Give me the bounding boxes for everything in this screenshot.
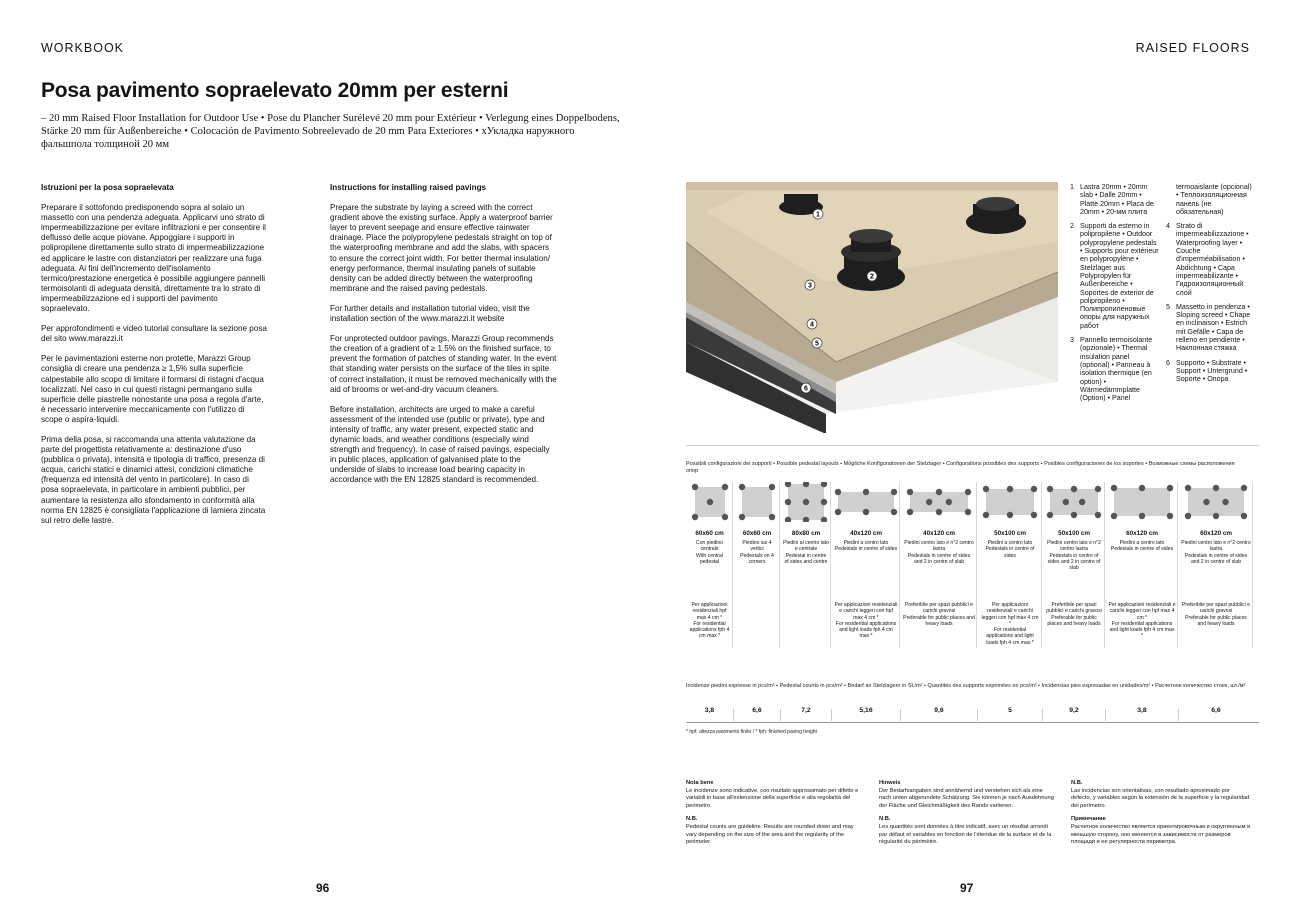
english-paragraph: For unprotected outdoor pavings, Marazzi Group recommends the creation of a gradient of ≥ 1.5% on the finished surface, to prevent the formation of patches of standing water. In the event that standing water persists on the surface of the tiles in spite of correct installation, it must be removed mechanically with the aid of brooms or wet-and-dry vacuum cleaners. (330, 334, 557, 394)
pedestal-config (978, 482, 1042, 648)
running-header-right: RAISED FLOORS (1135, 41, 1250, 55)
pedestal-count: 9,2 (1069, 707, 1079, 714)
note-text: Pedestal counts are guideline. Results are rounded down and may vary depending on the size of the area and the regularity of the perimeter. (686, 823, 854, 846)
legend-item: 2 Supporti da esterno in polipropilene • Outdoor polypropylene pedestals • Supports pour extérieur en polypropylène • Stelzlager aus Polypropylen für Außenbereiche • Soportes de exterior de polipropileno • Полипропиленовые опоры для наружных работ (1070, 222, 1159, 330)
config-description: Piedino sui 4 vertici Pedestals on 4 corners (740, 540, 774, 565)
pedestal-configurations (686, 482, 1259, 652)
count-separator (900, 709, 901, 721)
pedestal-config (1106, 482, 1178, 648)
count-separator (831, 709, 832, 721)
legend-left (1070, 183, 1160, 408)
pedestal-count: 5 (1008, 707, 1012, 714)
config-note: Per applicazioni residenziali e carichi leggeri con hpf max 4 cm * For residential applications and light loads fph 4 cm max * (981, 602, 1039, 646)
legend-item: termoaislante (opcional) • Теплоизоляционная панель (не обязательная) (1176, 183, 1252, 216)
italian-instructions (41, 183, 267, 536)
note-de-fr (879, 780, 1055, 847)
note-es-ru (1071, 780, 1251, 847)
config-size: 60x60 cm (742, 530, 772, 537)
page-title: Posa pavimento sopraelevato 20mm per esterni (41, 79, 509, 102)
note-text: Les quantités sont données à titre indicatif, avec un résultat arrondi par défaut et variables en fonction de l'étendue de la surface et de la régularité du périmètre. (879, 823, 1052, 846)
count-separator (780, 709, 781, 721)
english-paragraph: Before installation, architects are urged to make a careful assessment of the intended use (public or private), type and intensity of traffic, any water present, expected static and dynamic loads, and weather conditions (especially wind strength and frequency). In case of raised pavings, especially in public places, application of galvanised plate to the underside of slabs to increase load bearing capacity in accordance with the EN 12825 standard is recommended. (330, 404, 550, 485)
pedestal-counts-row (686, 707, 1259, 725)
note-title: Hinweis (879, 780, 901, 786)
config-note: Preferibile per spazi pubblici e carichi gravosi Preferable for public places and heavy loads (1182, 602, 1250, 627)
italian-paragraph: Prima della posa, si raccomanda una attenta valutazione da parte del progettista relativamente a: destinazione d'uso (pubblica o privata), intensità e tipologia di traffico, presenza di acqua, carichi statici e dinamici attesi, condizioni climatiche (frequenza ed intensità del vento in particolare). In caso di posa sopraelevata, in particolare in ambienti pubblici, per aumentare la resistenza allo sfondamento in conformità alla norma EN 12825 è consigliata l'applicazione di lamiera zincata sul retro delle lastre. (41, 434, 266, 525)
pedestal-layout-icon (905, 482, 973, 522)
count-separator (1105, 709, 1106, 721)
note-title: N.B. (879, 816, 891, 823)
pedestal-layout-icon (1045, 482, 1103, 522)
counts-title: Incidenze piedini espresse in pcs/m² • Pedestal counts in pcs/m² • Bedarf an Stelzlagern in St./m² • Quantités des supports exprimées en pcs/m² • Incidencias pies expresadas en unidades/m² • Расчетное количество стоек, шт./м² (686, 683, 1246, 689)
pedestal-layout-icon (981, 482, 1039, 522)
config-description: Piedini a centro lato Pedestals in centre of sides (834, 540, 898, 553)
config-size: 60x60 cm (695, 530, 724, 537)
pedestal-config (832, 482, 900, 648)
config-note: Per applicazioni residenziali e carichi leggeri con hpf max 4 cm * For residential applications and light loads fph 4 cm max * (834, 602, 898, 640)
config-size: 60x120 cm (1126, 530, 1158, 537)
config-description: Piedini a centro lato Pedestals in centre of sides (1110, 540, 1174, 553)
pedestal-layout-icon (737, 482, 777, 522)
config-description: Piedini centro lato e n°2 centro lastra Pedestals in centre of sides and 2 in centre of slab (904, 540, 974, 565)
diagram-marker: 5 (815, 340, 819, 348)
pedestal-count: 3,8 (1137, 707, 1147, 714)
diagram-marker: 1 (816, 211, 820, 219)
note-title: N.B. (686, 816, 698, 823)
section-divider (686, 445, 1259, 446)
legend-item: 5 Massetto in pendenza • Sloping screed • Chape en inclinaison • Estrich mit Gefälle • Capa de relleno en pendiente • Наклонная стяжка (1166, 302, 1251, 353)
pedestal-layout-icon (783, 482, 829, 522)
config-description: Piedini al centro lato e centrale Pedestal in centre of sides and centre (783, 540, 829, 565)
config-note: Per applicazioni residenziali e carichi leggeri con hpf max 4 cm * For residential applications and light loads fph 4 cm max * (1108, 602, 1176, 640)
italian-paragraph: Per approfondimenti e video tutorial consultare la sezione posa del sito www.marazzi.it (41, 324, 267, 344)
config-note: Preferibile per spazi pubblici e carichi gravosi Preferable for public places and heavy loads (903, 602, 975, 627)
count-separator (1178, 709, 1179, 721)
note-text: Расчетное количество является ориентировочным и округленным в меньшую сторону, оно меняется в зависимости от размеров площади и ее регулярности периметра. (1071, 823, 1251, 846)
config-description: Piedini centro lato e n°2 centro lastra Pedestals in centre of sides and 2 in centre of slab (1181, 540, 1251, 565)
count-separator (977, 709, 978, 721)
italian-paragraph: Preparare il sottofondo predisponendo sopra al solaio un massetto con una pendenza adeguata. Applicarvi uno strato di impermeabilizzazione per evitare infiltrazioni e per consentire il deflusso delle acque piovane. Appoggiare i supporti in polipropilene direttamente sullo strato di impermeabilizzazione ed applicare le lastre con distanziatori per realizzare una fuga adeguata. Ai fini dell'incremento dell'isolamento termico/prestazione energetica è possibile aggiungere pannelli termoisolanti di adeguata densità, direttamente tra lo strato di impermeabilizzazione ed i supporti del pavimento sopraelevato. (41, 203, 266, 314)
config-size: 60x120 cm (1200, 530, 1232, 537)
config-size: 40x120 cm (850, 530, 882, 537)
configs-title: Possibili configurazioni dei supporti • Possible pedestal layouts • Mögliche Konfigurationen der Stelzlager • Configurations possibles des supports • Posibles configuraciones de los soportes • Возможные схемы расположения опор (686, 461, 1235, 474)
diagram-marker: 3 (808, 282, 812, 290)
page-number-right: 97 (960, 881, 974, 895)
pedestal-config (1179, 482, 1253, 648)
legend-item: 3 Pannello termoisolante (opzionale) • Thermal insulation panel (optional) • Panneau à isolation thermique (en option) • Wärmedämmplatte (Option) • Panel (1070, 336, 1153, 403)
diagram-marker: 2 (870, 273, 874, 281)
pedestal-config (686, 482, 733, 648)
config-size: 80x80 cm (791, 530, 821, 537)
pedestal-layout-icon (1183, 482, 1249, 522)
legend-item: 6 Supporto • Substrate • Support • Untergrund • Soporte • Опора (1166, 358, 1248, 384)
english-instructions (330, 183, 558, 495)
legend-item: 1 Lastra 20mm • 20mm slab • Dalle 20mm • Platte 20mm • Placa de 20mm • 20-мм плита (1070, 183, 1154, 216)
english-heading: Instructions for installing raised pavings (330, 183, 487, 192)
pedestal-count: 5,16 (859, 707, 873, 714)
pedestal-config (901, 482, 977, 648)
note-text: Der Bedarfsangaben sind annähernd und verstehen sich als eine nach unten abgerundete Schätzung. Sie können je nach Ausdehnung der Fläche und Gleichmäßigkeit des Rands variieren. (879, 787, 1054, 809)
pedestal-count: 9,6 (934, 707, 944, 714)
config-description: Con piedino centrale With central pedestal (695, 540, 724, 565)
pedestal-layout-icon (1109, 482, 1175, 522)
diagram-marker: 4 (810, 321, 814, 329)
config-size: 50x100 cm (994, 530, 1026, 537)
pedestal-count: 6,6 (1211, 707, 1221, 714)
config-description: Piedini centro lato e n°2 centro lastra Pedestals in centre of sides and 2 in centre of slab (1047, 540, 1101, 572)
pedestal-layout-icon (690, 482, 730, 522)
page-subtitle: – 20 mm Raised Floor Installation for Outdoor Use • Pose du Plancher Surélevé 20 mm pour Extérieur • Verlegung eines Doppelbodens, Stärke 20 mm für Außenbereiche • Colocación de Pavimento Sobreelevado de 20 mm Para Exteriores • хУкладка наружного фальшпола толщиной 20 мм (41, 113, 620, 150)
config-note: Per applicazioni residenziali hpf max 4 cm * For residential applications fph 4 cm max * (689, 602, 730, 640)
raised-floor-cutaway-illustration (686, 182, 1058, 433)
english-paragraph: Prepare the substrate by laying a screed with the correct gradient above the existing surface. Apply a waterproof barrier layer to prevent seepage and ensure effective rainwater drainage. Place the polypropylene pedestals straight on top of the waterproofing membrane and add the slabs, with spacers to ensure the correct joint width. For better thermal insulation/ energy performance, thermal insulating panels of suitable density can be added directly between the waterproofing membrane and the raised paving pedestals. (330, 203, 553, 293)
running-header-left: WORKBOOK (41, 41, 125, 55)
legend-right (1166, 183, 1254, 390)
note-it-en (686, 780, 864, 847)
count-separator (733, 709, 734, 721)
note-text: Le incidenze sono indicative, con risultato approssimato per difetto e variabili in base all'estensione della superficie e alla regolarità del perimetro. (686, 787, 859, 809)
page-number-left: 96 (316, 881, 330, 895)
note-title: Nota bene (686, 780, 714, 786)
config-description: Piedini a centro lato Pedestals in centre of sides (985, 540, 1035, 559)
pedestal-count: 6,6 (752, 707, 762, 714)
italian-heading: Istruzioni per la posa sopraelevata (41, 183, 174, 192)
config-size: 40x120 cm (923, 530, 955, 537)
footnote: * hpf: altezza pavimento finito / * fph: finished paving height (686, 729, 817, 735)
count-separator (1042, 709, 1043, 721)
english-paragraph: For further details and installation tutorial video, visit the installation section of the www.marazzi.it website (330, 303, 530, 324)
note-text: Las incidencias son orientativas, con resultado aproximado por defecto, y variables según la extensión de la superficie y la regularidad del perímetro. (1071, 787, 1250, 809)
diagram-marker: 6 (804, 385, 808, 393)
pedestal-config (734, 482, 780, 648)
legend-item: 4 Strato di impermeabilizzazione • Waterproofing layer • Couche d'imperméabilisation • Abdichtung • Capa impermeabilizante • Гидроизоляционный слой (1166, 222, 1249, 297)
pedestal-layout-icon (833, 482, 899, 522)
cutaway-diagram (686, 182, 1058, 433)
config-note: Preferibile per spazi pubblici e carichi gravosi Preferable for public places and heavy loads (1046, 602, 1102, 627)
pedestal-config (781, 482, 831, 648)
note-title: N.B. (1071, 780, 1083, 786)
pedestal-count: 7,2 (801, 707, 811, 714)
pedestal-count: 3,8 (704, 707, 715, 714)
pedestal-config (1043, 482, 1105, 648)
config-size: 50x100 cm (1058, 530, 1090, 537)
note-title: Примечание (1071, 816, 1106, 823)
italian-paragraph: Per le pavimentazioni esterne non protette, Marazzi Group consiglia di creare una pendenza ≥ 1,5% sulla superficie calpestabile allo scopo di limitare il formarsi di ristagni d'acqua localizzati. Nel caso in cui questi ristagni permangano sulla superficie delle piastrelle nonostante una posa a regola d'arte, è necessario intervenire meccanicamente con l'utilizzo di scope o aspira-liquidi. (41, 354, 264, 424)
